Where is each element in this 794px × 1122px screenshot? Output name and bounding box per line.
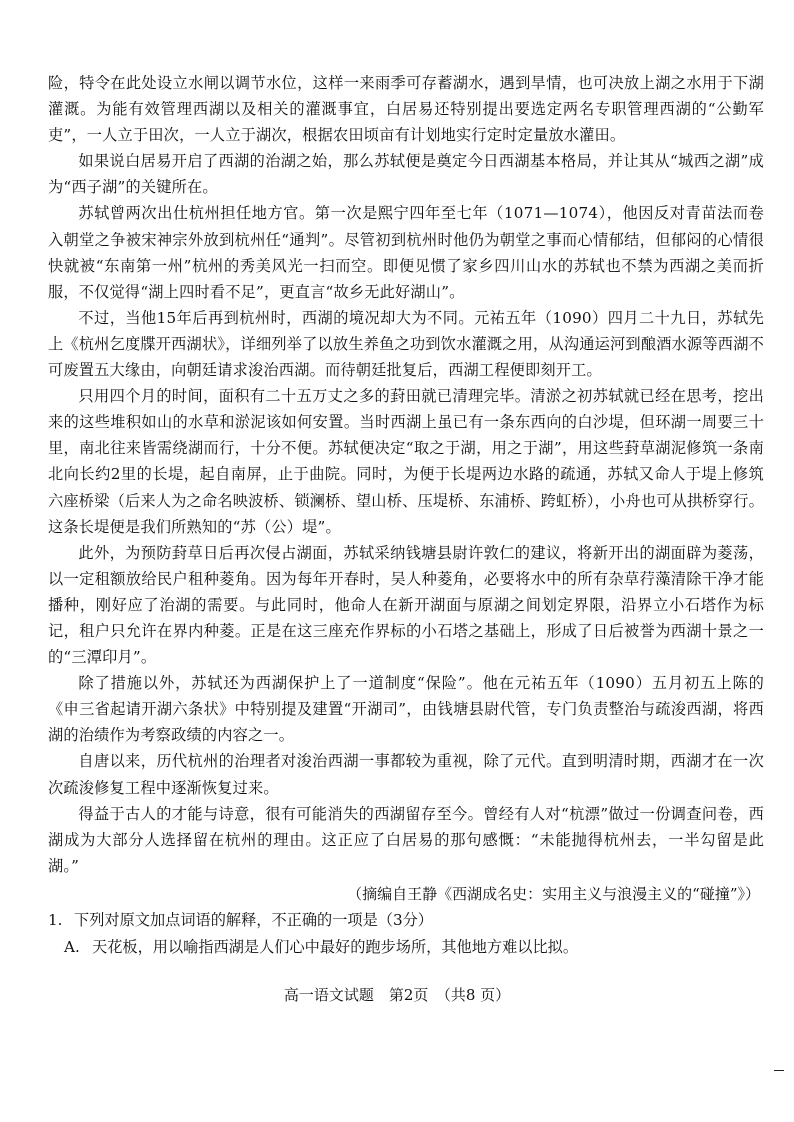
answer-option xyxy=(64,933,764,961)
question-number: 1. xyxy=(48,910,63,929)
corner-mark xyxy=(774,1070,784,1071)
page-footer: 高一语文试题 第2页 （共8 页） xyxy=(283,986,511,1004)
paragraph: 自唐以来，历代杭州的治理者对浚治西湖一事都较为重视，除了元代。直到明清时期，西湖才在一次次疏浚修复工程中逐渐恢复过来。 xyxy=(48,752,764,797)
option-letter: A. xyxy=(64,937,80,956)
paragraph: 苏轼曾两次出仕杭州担任地方官。第一次是熙宁四年至七年（1071—1074），他因反对青苗法而卷入朝堂之争被宋神宗外放到杭州任“通判”。尽管初到杭州时他仍为朝堂之事而心情郁结，但郁闷的心情很快就被“东南第一州”杭州的秀美风光一扫而空。即便见惯了家乡四川山水的苏轼也不禁为西湖之美而折服，不仅觉得“湖上四时看不足”，更直言“故乡无此好湖山”。 xyxy=(48,204,764,301)
paragraph: 除了措施以外，苏轼还为西湖保护上了一道制度“保险”。他在元祐五年（1090）五月初五上陈的《申三省起请开湖六条状》中特别提及建置“开湖司”，由钱塘县尉代管，专门负责整治与疏浚西湖，将西湖的治绩作为考察政绩的内容之一。 xyxy=(48,674,764,745)
paragraph: 不过，当他15年后再到杭州时，西湖的境况却大为不同。元祐五年（1090）四月二十九日，苏轼先上《杭州乞度牒开西湖状》，详细列举了以放生养鱼之功到饮水灌溉之用，从沟通运河到酿酒水源等西湖不可废置五大缘由，向朝廷请求浚治西湖。而待朝廷批复后，西湖工程便即刻开工。 xyxy=(48,308,764,380)
question-text: 下列对原文加点词语的解释，不正确的一项是（3分） xyxy=(74,910,433,929)
paragraph: 得益于古人的才能与诗意，很有可能消失的西湖留存至今。曾经有人对“杭漂”做过一份调查问卷，西湖成为大部分人选择留在杭州的理由。这正应了白居易的那句感慨：“未能抛得杭州去，一半勾留是此湖。” xyxy=(48,804,764,875)
option-text: 天花板，用以喻指西湖是人们心中最好的跑步场所，其他地方难以比拟。 xyxy=(92,937,578,956)
question-block xyxy=(48,907,764,961)
paragraph: 此外，为预防葑草日后再次侵占湖面，苏轼采纳钱塘县尉许敦仁的建议，将新开出的湖面辟为菱荡，以一定租额放给民户租种菱角。因为每年开春时，吴人种菱角，必要将水中的所有杂草荇藻清除干净才能播种，刚好应了治湖的需要。与此同时，他命人在新开湖面与原湖之间划定界限，沿界立小石塔作为标记，租户只允许在界内种菱。正是在这三座充作界标的小石塔之基础上，形成了日后被誉为西湖十景之一的“三潭印月”。 xyxy=(48,543,764,667)
paragraph: 险，特令在此处设立水闸以调节水位，这样一来雨季可存蓄湖水，遇到旱情，也可决放上湖之水用于下湖灌溉。为能有效管理西湖以及相关的灌溉事宜，白居易还特别提出要选定两名专职管理西湖的“公勤军吏”，一人立于田次，一人立于湖次，根据农田顷亩有计划地实行定时定量放水灌田。 xyxy=(48,74,764,145)
question-stem xyxy=(48,907,764,933)
paragraph: 只用四个月的时间，面积有二十五万丈之多的葑田就已清理完毕。清淤之初苏轼就已经在思考，挖出来的这些堆积如山的水草和淤泥该如何安置。当时西湖上虽已有一条东西向的白沙堤，但环湖一周要三十里，南北往来皆需绕湖而行，十分不便。苏轼便决定“取之于湖，用之于湖”，用这些葑草湖泥修筑一条南北向长约2里的长堤，起自南屏，止于曲院。同时，为便于长堤两边水路的疏通，苏轼又命人于堤上修筑六座桥梁（后来人为之命名映波桥、锁澜桥、望山桥、压堤桥、东浦桥、跨虹桥），小舟也可从拱桥穿行。这条长堤便是我们所熟知的“苏（公）堤”。 xyxy=(48,387,764,536)
article-source: （摘编自王静《西湖成名史：实用主义与浪漫主义的“碰撞”》） xyxy=(347,884,760,903)
article-body xyxy=(48,70,764,879)
document-page xyxy=(48,70,764,961)
paragraph: 如果说白居易开启了西湖的治湖之始，那么苏轼便是奠定今日西湖基本格局，并让其从“城西之湖”成为“西子湖”的关键所在。 xyxy=(48,152,764,197)
